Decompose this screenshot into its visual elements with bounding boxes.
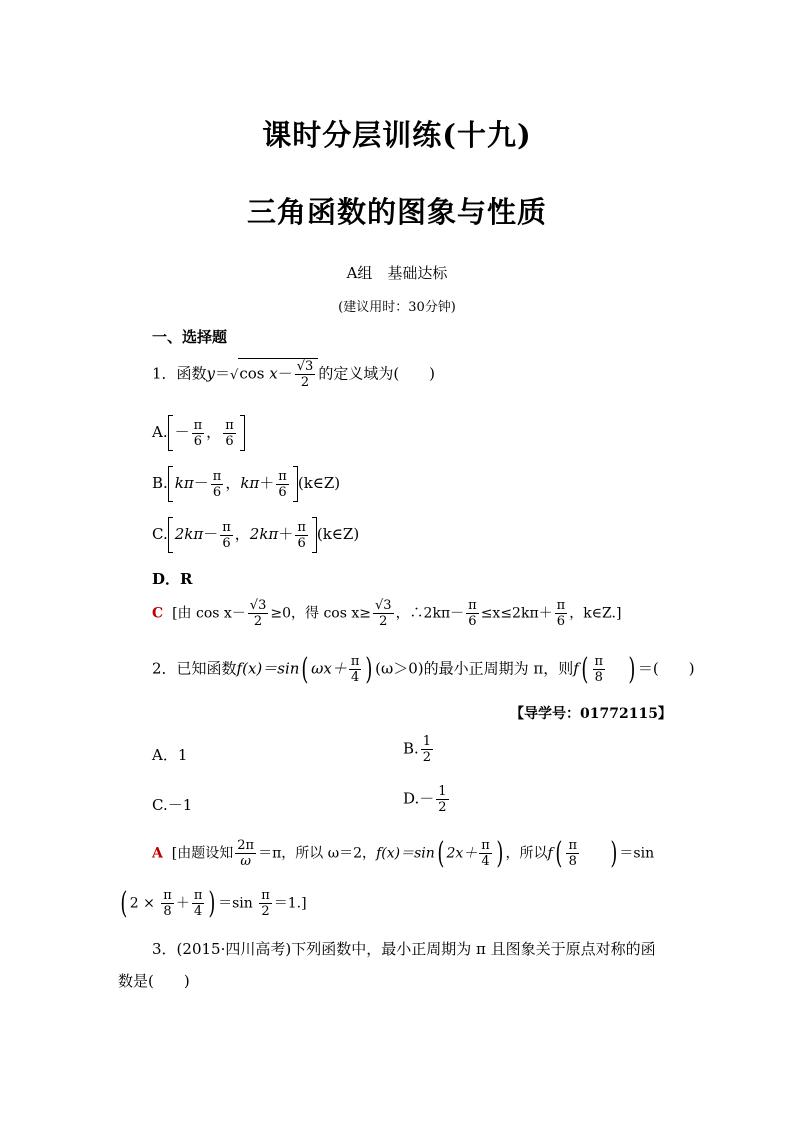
question-1-option-b[interactable]: B. kπ－ $\frac{\pi}{6}$ ，kπ＋ $\frac{\pi}{6}$ (k∈Z) [152,466,340,502]
question-2-option-d[interactable]: D.－ $\frac{1}{2}$ [403,784,447,815]
question-1-stem: 1．函数y＝√cos x－ $\frac{√3}{2}$ 的定义域为( ) [152,359,436,390]
question-1-option-a[interactable]: A. － $\frac{\pi}{6}$ ， $\frac{\pi}{6}$ [152,415,245,451]
question-2-solution: A [由题设知 $\frac{2\pi}{\omega}$ ＝π，所以 ω＝2，f(x)＝sin( 2x＋ $\frac{\pi}{4}$ ) ，所以f( $\frac{\pi}{8}$ ) ＝sin [152,835,655,871]
question-3-stem-line-2: 数是( ) [118,972,190,990]
question-3-stem-line-1: 3．(2015·四川高考)下列函数中，最小正周期为 π 且图象关于原点对称的函 [152,940,656,958]
question-2-answer: A [152,845,163,862]
question-2-stem: 2．已知函数f(x)＝sin( ωx＋ $\frac{\pi}{4}$ ) (ω＞0)的最小正周期为 π，则f( $\frac{\pi}{8}$ ) ＝( ) [152,651,695,687]
page-title: 课时分层训练(十九) [262,118,532,152]
question-1-option-c[interactable]: C. 2kπ－ $\frac{\pi}{6}$ ，2kπ＋ $\frac{\pi}{6}$ (k∈Z) [152,517,359,553]
question-1-option-d[interactable]: D．R [152,570,193,588]
question-2-option-a[interactable]: A．1 [152,746,188,764]
page-subtitle: 三角函数的图象与性质 [246,195,547,229]
group-heading: A组 基础达标 [346,264,448,282]
question-1-answer: C [152,605,164,622]
question-2-solution-line-2: ( 2 × $\frac{\pi}{8}$ ＋ $\frac{\pi}{4}$ ) ＝sin $\frac{\pi}{2}$ ＝1.] [120,885,307,921]
question-2-option-b[interactable]: B. $\frac{1}{2}$ [403,734,432,765]
reference-number: 【导学号：01772115】 [510,706,672,722]
section-heading: 一、选择题 [152,328,228,346]
question-1-solution: C [由 cos x－ $\frac{√3}{2}$ ≥0，得 cos x≥ $\frac{√3}{2}$ ，∴2kπ－ $\frac{\pi}{6}$ ≤x≤2kπ＋ $\frac{\pi}{6}$ ，k∈Z.] [152,598,622,629]
time-hint: (建议用时：30分钟) [338,300,456,315]
question-2-option-c[interactable]: C.－1 [152,796,193,814]
